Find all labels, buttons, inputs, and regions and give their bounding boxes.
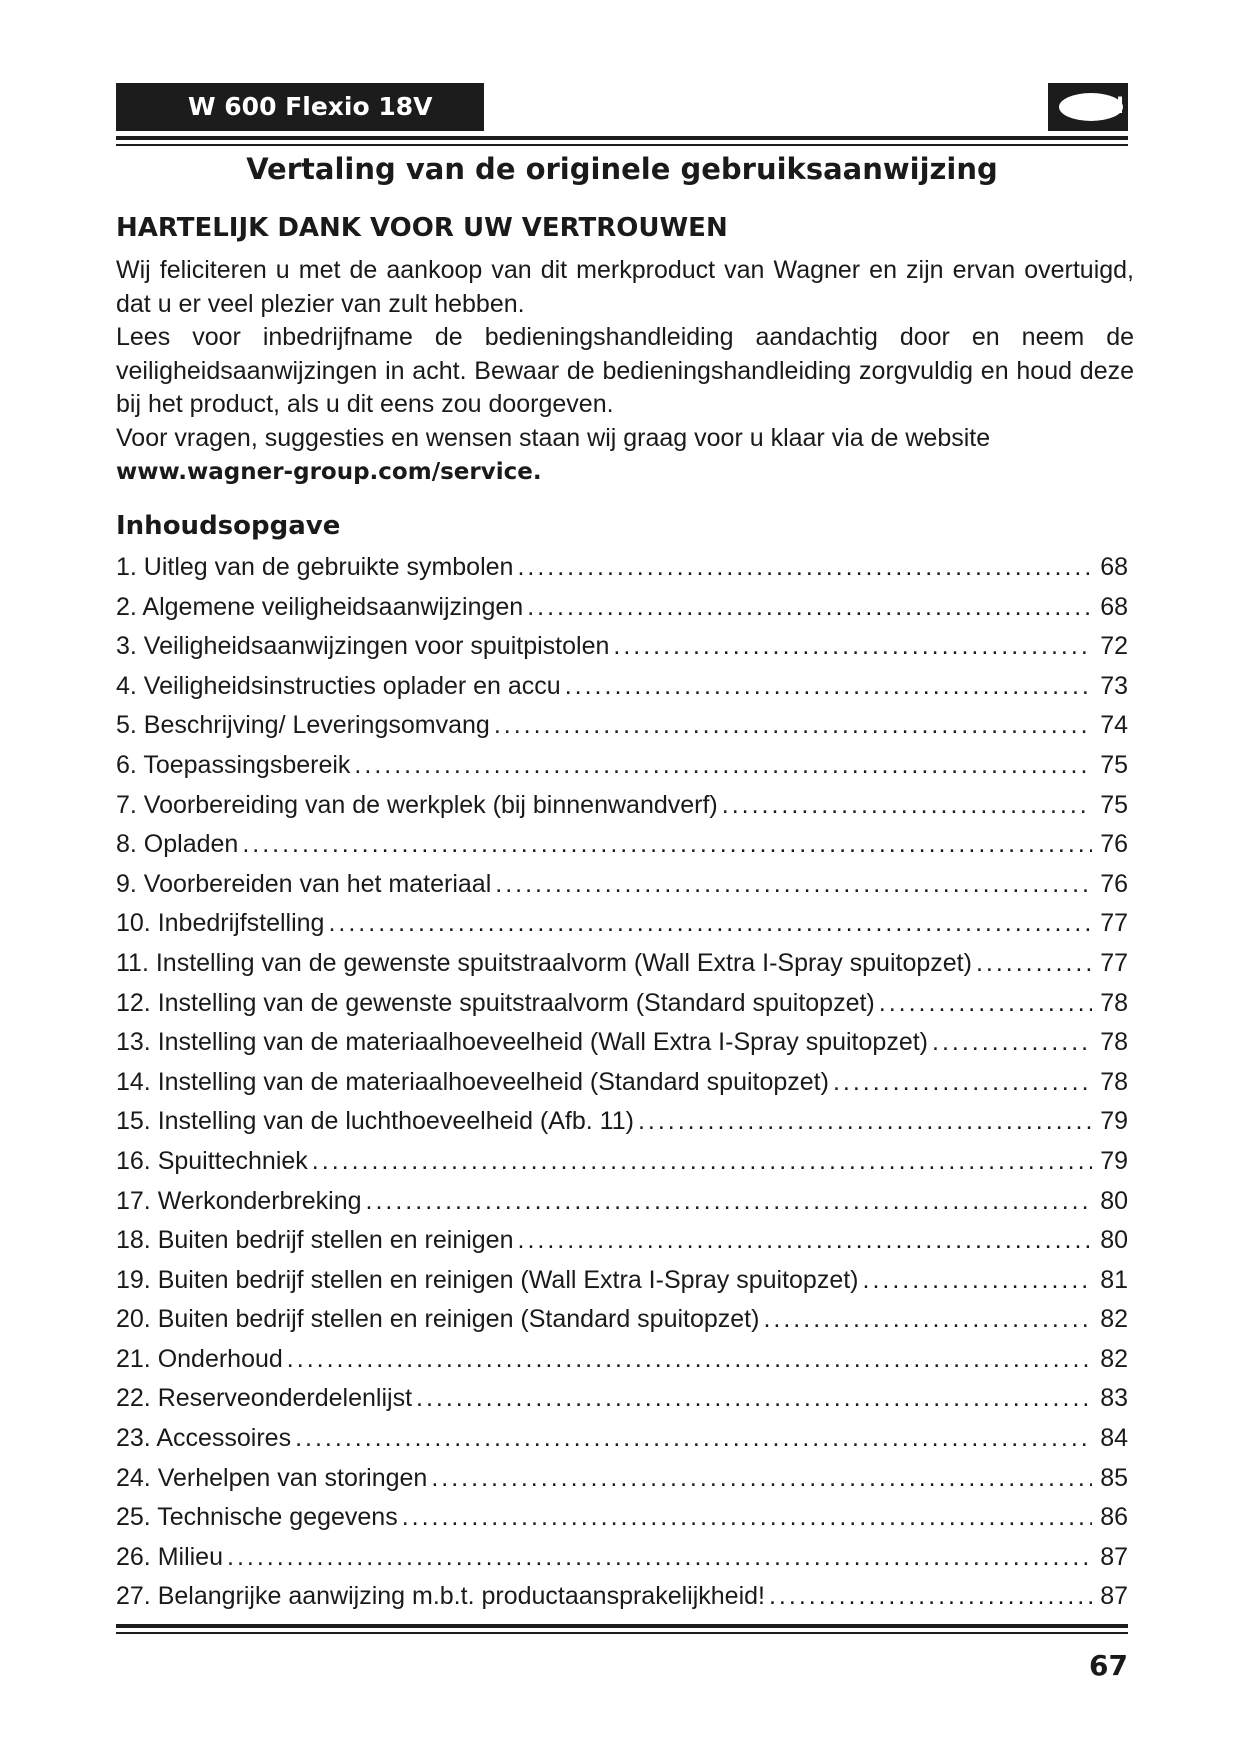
toc-entry[interactable] (116, 1102, 1128, 1142)
toc-heading: Inhoudsopgave (116, 511, 341, 541)
toc-entry-page: 79 (1100, 1146, 1128, 1175)
toc-dot-leader (863, 1261, 1093, 1301)
toc-entry-label: 27. Belangrijke aanwijzing m.b.t. productaansprakelijkheid! (116, 1582, 765, 1611)
toc-entry-page: 83 (1100, 1384, 1128, 1413)
toc-entry-label: 5. Beschrijving/ Leveringsomvang (116, 711, 490, 740)
toc-dot-leader (416, 1379, 1092, 1419)
toc-entry-label: 8. Opladen (116, 830, 239, 859)
toc-dot-leader (613, 627, 1092, 667)
toc-entry[interactable] (116, 1142, 1128, 1182)
toc-entry-page: 76 (1100, 869, 1128, 898)
intro-paragraph-1: Wij feliciteren u met de aankoop van dit merkproduct van Wagner en zijn ervan overtuigd, dat u er veel plezier van zult hebben. (116, 256, 1134, 318)
toc-entry-page: 80 (1100, 1186, 1128, 1215)
toc-entry-page: 78 (1100, 1067, 1128, 1096)
toc-entry-page: 84 (1100, 1424, 1128, 1453)
toc-entry[interactable] (116, 1459, 1128, 1499)
toc-entry[interactable] (116, 667, 1128, 707)
toc-entry-page: 68 (1100, 553, 1128, 581)
language-code: N (1105, 94, 1124, 119)
toc-dot-leader (287, 1340, 1092, 1380)
toc-entry[interactable] (116, 1221, 1128, 1261)
toc-entry-page: 68 (1100, 592, 1128, 621)
toc-dot-leader (227, 1538, 1092, 1578)
toc-entry-page: 78 (1100, 988, 1128, 1017)
toc-entry-page: 74 (1100, 711, 1128, 740)
toc-dot-leader (354, 746, 1092, 786)
toc-entry-label: 12. Instelling van de gewenste spuitstraalvorm (Standard spuitopzet) (116, 988, 875, 1017)
toc-entry[interactable] (116, 706, 1128, 746)
toc-dot-leader (638, 1102, 1092, 1142)
toc-entry-page: 86 (1100, 1503, 1128, 1532)
intro-paragraph-2: Lees voor inbedrijfname de bedieningshandleiding aandachtig door en neem de veiligheidsaanwijzingen in acht. Bewaar de bedieningshandleiding zorgvuldig en houd deze bij het product, als u dit eens zou doorgeven. (116, 323, 1134, 418)
toc-entry-page: 87 (1100, 1542, 1128, 1571)
toc-dot-leader (402, 1498, 1092, 1538)
header-model-name: W 600 Flexio 18V (188, 92, 433, 121)
footer-rule-thick (116, 1624, 1128, 1628)
toc-entry-page: 72 (1100, 632, 1128, 661)
toc-dot-leader (494, 706, 1092, 746)
toc-entry-label: 18. Buiten bedrijf stellen en reinigen (116, 1226, 514, 1255)
thanks-heading: HARTELIJK DANK VOOR UW VERTROUWEN (116, 213, 728, 243)
toc-dot-leader (565, 667, 1092, 707)
toc-dot-leader (763, 1300, 1092, 1340)
service-url-link[interactable]: www.wagner-group.com/service. (116, 459, 542, 485)
toc-entry-label: 26. Milieu (116, 1542, 223, 1571)
toc-entry[interactable] (116, 944, 1128, 984)
toc-entry-label: 22. Reserveonderdelenlijst (116, 1384, 413, 1413)
toc-entry-label: 3. Veiligheidsaanwijzingen voor spuitpistolen (116, 632, 610, 661)
toc-entry[interactable] (116, 984, 1128, 1024)
toc-entry[interactable] (116, 548, 1128, 588)
toc-entry-label: 13. Instelling van de materiaalhoeveelheid (Wall Extra I-Spray spuitopzet) (116, 1028, 928, 1057)
toc-entry-page: 81 (1100, 1265, 1128, 1294)
toc-entry-label: 2. Algemene veiligheidsaanwijzingen (116, 592, 524, 621)
toc-entry-page: 73 (1100, 671, 1128, 700)
toc-entry-label: 16. Spuittechniek (116, 1146, 308, 1175)
intro-text (116, 254, 1134, 490)
toc-entry-page: 77 (1100, 909, 1128, 938)
toc-entry[interactable] (116, 1538, 1128, 1578)
toc-entry-label: 24. Verhelpen van storingen (116, 1463, 428, 1492)
toc-dot-leader (495, 865, 1092, 905)
toc-dot-leader (517, 548, 1092, 588)
toc-entry-page: 80 (1100, 1226, 1128, 1255)
toc-entry-page: 75 (1100, 790, 1128, 819)
toc-entry[interactable] (116, 1577, 1128, 1617)
toc-entry-label: 6. Toepassingsbereik (116, 750, 351, 779)
toc-dot-leader (242, 825, 1092, 865)
toc-entry-label: 1. Uitleg van de gebruikte symbolen (116, 553, 514, 581)
toc-entry[interactable] (116, 904, 1128, 944)
toc-entry-page: 82 (1100, 1305, 1128, 1334)
toc-dot-leader (366, 1182, 1092, 1222)
toc-entry[interactable] (116, 1379, 1128, 1419)
language-badge (1048, 83, 1128, 131)
toc-entry[interactable] (116, 1182, 1128, 1222)
toc-entry[interactable] (116, 627, 1128, 667)
toc-entry-label: 19. Buiten bedrijf stellen en reinigen (Wall Extra I-Spray spuitopzet) (116, 1265, 859, 1294)
toc-entry-label: 23. Accessoires (116, 1424, 292, 1453)
toc-entry[interactable] (116, 865, 1128, 905)
toc-dot-leader (769, 1577, 1092, 1617)
toc-entry-page: 78 (1100, 1028, 1128, 1057)
toc-entry-page: 85 (1100, 1463, 1128, 1492)
toc-dot-leader (527, 588, 1092, 628)
toc-entry-label: 9. Voorbereiden van het materiaal (116, 869, 492, 898)
toc-entry-label: 4. Veiligheidsinstructies oplader en accu (116, 671, 561, 700)
toc-entry-label: 14. Instelling van de materiaalhoeveelheid (Standard spuitopzet) (116, 1067, 829, 1096)
toc-entry-label: 15. Instelling van de luchthoeveelheid (Afb. 11) (116, 1107, 634, 1136)
toc-entry[interactable] (116, 1300, 1128, 1340)
table-of-contents (116, 548, 1128, 1617)
footer-rule-thin (116, 1632, 1128, 1634)
toc-entry[interactable] (116, 786, 1128, 826)
toc-entry-label: 11. Instelling van de gewenste spuitstraalvorm (Wall Extra I-Spray spuitopzet) (116, 948, 972, 977)
document-title: Vertaling van de originele gebruiksaanwijzing (246, 152, 998, 186)
toc-entry[interactable] (116, 1023, 1128, 1063)
toc-entry[interactable] (116, 1340, 1128, 1380)
toc-entry[interactable] (116, 1261, 1128, 1301)
header-rule-thick (116, 136, 1128, 140)
toc-entry-label: 17. Werkonderbreking (116, 1186, 362, 1215)
toc-entry-page: 87 (1100, 1582, 1128, 1611)
toc-dot-leader (518, 1221, 1093, 1261)
intro-paragraph-3 (116, 422, 1134, 490)
toc-entry-page: 82 (1100, 1344, 1128, 1373)
toc-entry-label: 25. Technische gegevens (116, 1503, 398, 1532)
toc-dot-leader (932, 1023, 1092, 1063)
toc-dot-leader (976, 944, 1092, 984)
toc-dot-leader (295, 1419, 1092, 1459)
toc-entry-label: 21. Onderhoud (116, 1344, 283, 1373)
toc-dot-leader (722, 786, 1092, 826)
toc-entry-page: 75 (1100, 750, 1128, 779)
toc-entry-page: 79 (1100, 1107, 1128, 1136)
page-number: 67 (1089, 1649, 1128, 1682)
toc-entry[interactable] (116, 825, 1128, 865)
toc-dot-leader (431, 1459, 1092, 1499)
toc-entry[interactable] (116, 1063, 1128, 1103)
toc-dot-leader (312, 1142, 1092, 1182)
toc-dot-leader (833, 1063, 1092, 1103)
header-rule-thin (116, 144, 1128, 146)
toc-dot-leader (328, 904, 1092, 944)
toc-entry[interactable] (116, 1419, 1128, 1459)
toc-entry-label: 20. Buiten bedrijf stellen en reinigen (Standard spuitopzet) (116, 1305, 760, 1334)
toc-entry[interactable] (116, 1498, 1128, 1538)
toc-entry-label: 7. Voorbereiding van de werkplek (bij binnenwandverf) (116, 790, 718, 819)
intro-paragraph-3-text: Voor vragen, suggesties en wensen staan wij graag voor u klaar via de website (116, 423, 991, 452)
header-model-bar (116, 83, 484, 131)
toc-entry-label: 10. Inbedrijfstelling (116, 909, 325, 938)
toc-entry-page: 76 (1100, 830, 1128, 859)
toc-entry[interactable] (116, 588, 1128, 628)
toc-entry[interactable] (116, 746, 1128, 786)
toc-dot-leader (879, 984, 1092, 1024)
toc-entry-page: 77 (1100, 948, 1128, 977)
